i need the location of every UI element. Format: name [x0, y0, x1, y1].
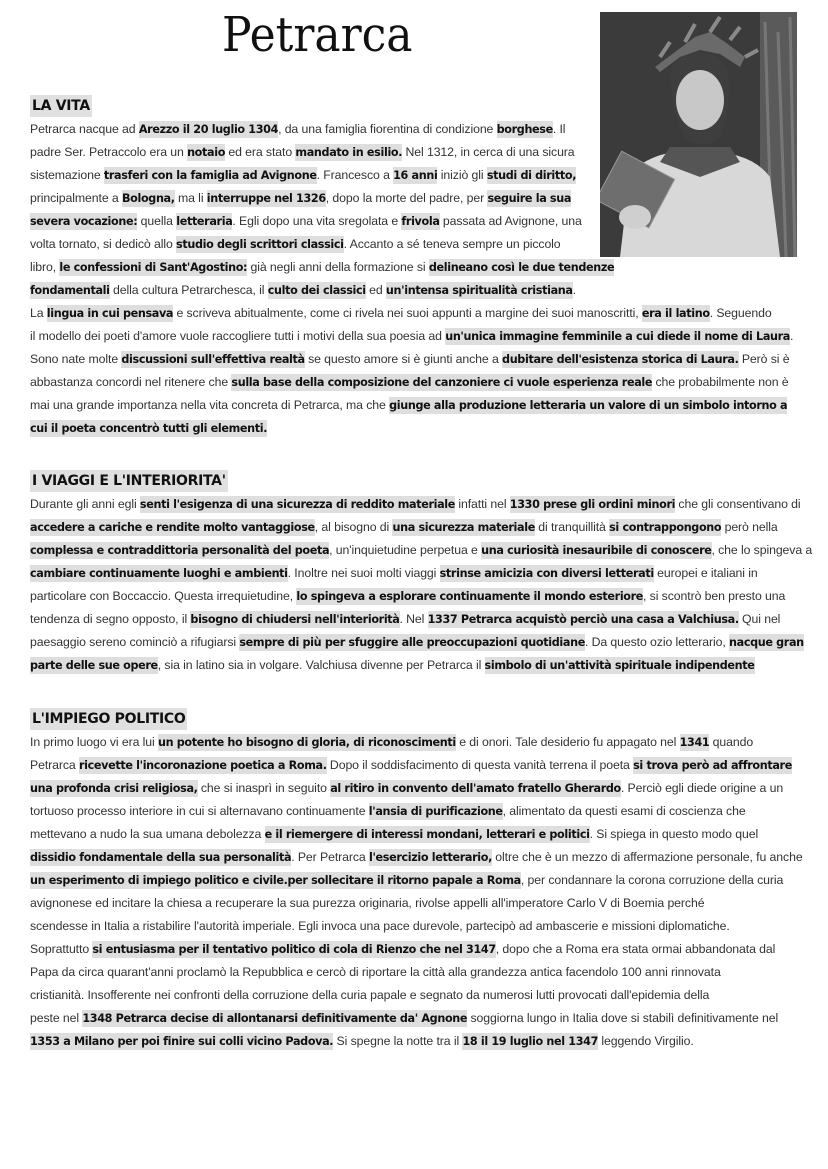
- highlighted-phrase: le confessioni di Sant'Agostino:: [59, 261, 248, 274]
- body-text: abbastanza concordi nel ritenere che: [30, 375, 232, 389]
- body-text: iniziò gli: [437, 168, 487, 182]
- body-text: , si scontrò ben presto una: [643, 589, 786, 603]
- body-text: , un'inquietudine perpetua e: [329, 543, 482, 557]
- text-line: [30, 493, 812, 516]
- highlighted-phrase: Bologna,: [121, 192, 175, 205]
- highlighted-phrase: bisogno di chiudersi nell'interiorità: [190, 613, 400, 626]
- highlighted-phrase: era il latino: [641, 307, 710, 320]
- highlighted-phrase: severa vocazione:: [30, 215, 138, 228]
- text-line: [30, 302, 793, 325]
- body-text: peste nel: [30, 1011, 83, 1025]
- highlighted-phrase: seguire la sua: [487, 192, 572, 205]
- body-text: volta tornato, si dedicò allo: [30, 237, 177, 251]
- text-line: [30, 585, 812, 608]
- text-line: [30, 539, 812, 562]
- body-text: , dopo la morte del padre, per: [325, 191, 488, 205]
- body-text: il modello dei poeti d'amore vuole raccogliere tutti i motivi della sua poesia ad: [30, 329, 446, 343]
- body-text: mettevano a nudo la sua umana debolezza: [30, 827, 265, 841]
- highlighted-phrase: discussioni sull'effettiva realtà: [121, 353, 305, 366]
- section-body-la-vita: [30, 118, 793, 440]
- text-line: [30, 371, 793, 394]
- text-line: [30, 516, 812, 539]
- text-line: [30, 562, 812, 585]
- body-text: soggiorna lungo in Italia dove si stabilì definitivamente nel: [467, 1011, 779, 1025]
- text-line: [30, 608, 812, 631]
- text-line: [30, 325, 793, 348]
- text-line: [30, 417, 793, 440]
- highlighted-phrase: 1330 prese gli ordini minori: [509, 498, 676, 511]
- text-line: [30, 233, 793, 256]
- highlighted-phrase: si entusiasma per il tentativo politico di cola di Rienzo che nel 3147: [92, 943, 496, 956]
- body-text: Petrarca: [30, 758, 79, 772]
- highlighted-phrase: letteraria: [176, 215, 233, 228]
- body-text: della cultura Petrarchesca, il: [109, 283, 268, 297]
- body-text: quella: [137, 214, 177, 228]
- text-line: [30, 892, 803, 915]
- highlighted-phrase: e il riemergere di interessi mondani, letterari e politici: [264, 828, 590, 841]
- document-title: Petrarca: [222, 7, 413, 63]
- body-text: Papa da circa quarant'anni proclamò la Repubblica e cercò di riportare la città alla grandezza antica facendolo 100 anni rinnovata: [30, 965, 721, 979]
- body-text: , da una famiglia fiorentina di condizione: [278, 122, 497, 136]
- highlighted-phrase: strinse amicizia con diversi letterati: [439, 567, 654, 580]
- highlighted-phrase: un esperimento di impiego politico e civile.per sollecitare il ritorno papale a Roma: [30, 874, 521, 887]
- body-text: , sia in latino sia in volgare. Valchiusa divenne per Petrarca il: [157, 658, 485, 672]
- text-line: [30, 869, 803, 892]
- highlighted-phrase: al ritiro in convento dell'amato fratello Gherardo: [330, 782, 621, 795]
- body-text: che gli consentivano di: [675, 497, 801, 511]
- text-line: [30, 141, 793, 164]
- body-text: Qui nel: [738, 612, 781, 626]
- body-text: , al bisogno di: [314, 520, 393, 534]
- body-text: leggendo Virgilio.: [598, 1034, 694, 1048]
- text-line: [30, 1007, 803, 1030]
- text-line: [30, 754, 803, 777]
- highlighted-phrase: delineano così le due tendenze: [428, 261, 615, 274]
- body-text: particolare con Boccaccio. Questa irrequietudine,: [30, 589, 297, 603]
- body-text: e scriveva abitualmente, come ci rivela nei suoi appunti a margine dei suoi manoscritti,: [173, 306, 642, 320]
- body-text: . Da questo ozio letterario,: [584, 635, 729, 649]
- highlighted-phrase: 1348 Petrarca decise di allontanarsi definitivamente da' Agnone: [82, 1012, 468, 1025]
- body-text: . Perciò egli diede origine a un: [620, 781, 784, 795]
- text-line: [30, 984, 803, 1007]
- highlighted-phrase: dubitare dell'esistenza storica di Laura.: [502, 353, 739, 366]
- body-text: Petrarca nacque ad: [30, 122, 139, 136]
- highlighted-phrase: complessa e contraddittoria personalità del poeta: [30, 544, 330, 557]
- highlighted-phrase: mandato in esilio.: [295, 146, 403, 159]
- text-line: [30, 256, 793, 279]
- body-text: . Il: [552, 122, 566, 136]
- text-line: [30, 938, 803, 961]
- text-line: [30, 800, 803, 823]
- body-text: tortuoso processo interiore in cui si alternavano continuamente: [30, 804, 369, 818]
- body-text: . Inoltre nei suoi molti viaggi: [287, 566, 440, 580]
- body-text: Dopo il soddisfacimento di questa vanità terrena il poeta: [326, 758, 634, 772]
- body-text: libro,: [30, 260, 60, 274]
- highlighted-phrase: borghese: [496, 123, 553, 136]
- highlighted-phrase: senti l'esigenza di una sicurezza di reddito materiale: [139, 498, 456, 511]
- body-text: se questo amore si è giunti anche a: [304, 352, 503, 366]
- body-text: però nella: [721, 520, 778, 534]
- highlighted-phrase: interruppe nel 1326: [206, 192, 326, 205]
- body-text: . Nel: [399, 612, 428, 626]
- highlighted-phrase: cui il poeta concentrò tutti gli elementi.: [30, 422, 268, 435]
- highlighted-phrase: cambiare continuamente luoghi e ambienti: [30, 567, 288, 580]
- text-line: [30, 823, 803, 846]
- highlighted-phrase: l'esercizio letterario,: [368, 851, 492, 864]
- text-line: [30, 394, 793, 417]
- body-text: .: [572, 283, 576, 297]
- body-text: .: [790, 329, 794, 343]
- text-line: [30, 279, 793, 302]
- body-text: mai una grande importanza nella vita concreta di Petrarca, ma che: [30, 398, 390, 412]
- text-line: [30, 210, 793, 233]
- text-line: [30, 915, 803, 938]
- body-text: passata ad Avignone, una: [439, 214, 582, 228]
- section-heading-i-viaggi: I VIAGGI E L'INTERIORITA': [30, 470, 228, 492]
- body-text: Sono nate molte: [30, 352, 122, 366]
- highlighted-phrase: sempre di più per sfuggire alle preoccupazioni quotidiane: [239, 636, 585, 649]
- highlighted-phrase: una sicurezza materiale: [392, 521, 535, 534]
- body-text: . Francesco a: [316, 168, 394, 182]
- body-text: scendesse in Italia a ristabilire l'autorità imperiale. Egli invoca una pace durevole, partecipò ad ambascerie e missioni diplomatiche.: [30, 919, 730, 933]
- highlighted-phrase: studio degli scrittori classici: [176, 238, 344, 251]
- body-text: La: [30, 306, 47, 320]
- highlighted-phrase: simbolo di un'attività spirituale indipendente: [484, 659, 755, 672]
- body-text: già negli anni della formazione si: [247, 260, 429, 274]
- body-text: . Egli dopo una vita sregolata e: [232, 214, 402, 228]
- body-text: Durante gli anni egli: [30, 497, 140, 511]
- body-text: ed era stato: [225, 145, 296, 159]
- body-text: avignonese ed incitare la chiesa a recuperare la sua purezza originaria, rivolse appelli all'imperatore Carlo V di Boemia perché: [30, 896, 705, 910]
- section-heading-la-vita: LA VITA: [30, 95, 92, 117]
- body-text: ed: [365, 283, 386, 297]
- body-text: che si inasprì in seguito: [197, 781, 331, 795]
- highlighted-phrase: notaio: [187, 146, 226, 159]
- text-line: [30, 961, 803, 984]
- section-body-impiego-politico: [30, 731, 803, 1053]
- body-text: Nel 1312, in cerca di una sicura: [402, 145, 575, 159]
- body-text: padre Ser. Petraccolo era un: [30, 145, 188, 159]
- highlighted-phrase: 16 anni: [393, 169, 438, 182]
- body-text: di tranquillità: [534, 520, 610, 534]
- highlighted-phrase: accedere a cariche e rendite molto vantaggiose: [30, 521, 315, 534]
- text-line: [30, 846, 803, 869]
- highlighted-phrase: un'unica immagine femminile a cui diede il nome di Laura: [445, 330, 791, 343]
- body-text: , per condannare la corona corruzione della curia: [520, 873, 784, 887]
- highlighted-phrase: l'ansia di purificazione: [368, 805, 503, 818]
- body-text: sistemazione: [30, 168, 104, 182]
- body-text: tendenza di segno opposto, il: [30, 612, 191, 626]
- text-line: [30, 187, 793, 210]
- text-line: [30, 631, 812, 654]
- body-text: , che lo spingeva a: [711, 543, 813, 557]
- body-text: principalmente a: [30, 191, 122, 205]
- body-text: In primo luogo vi era lui: [30, 735, 158, 749]
- text-line: [30, 348, 793, 371]
- body-text: e di onori. Tale desiderio fu appagato nel: [455, 735, 680, 749]
- highlighted-phrase: fondamentali: [30, 284, 110, 297]
- body-text: ma li: [174, 191, 207, 205]
- body-text: . Si spiega in questo modo quel: [589, 827, 759, 841]
- body-text: Però si è: [738, 352, 790, 366]
- highlighted-phrase: culto dei classici: [267, 284, 366, 297]
- highlighted-phrase: si contrappongono: [609, 521, 722, 534]
- body-text: quando: [709, 735, 754, 749]
- body-text: che probabilmente non è: [652, 375, 789, 389]
- highlighted-phrase: dissidio fondamentale della sua personalità: [30, 851, 292, 864]
- body-text: europei e italiani in: [653, 566, 758, 580]
- highlighted-phrase: 1337 Petrarca acquistò perciò una casa a Valchiusa.: [427, 613, 739, 626]
- highlighted-phrase: un potente ho bisogno di gloria, di riconoscimenti: [157, 736, 456, 749]
- highlighted-phrase: giunge alla produzione letteraria un valore di un simbolo intorno a: [389, 399, 788, 412]
- highlighted-phrase: una curiosità inesauribile di conoscere: [481, 544, 712, 557]
- text-line: [30, 731, 803, 754]
- highlighted-phrase: un'intensa spiritualità cristiana: [385, 284, 573, 297]
- body-text: . Seguendo: [709, 306, 772, 320]
- body-text: . Accanto a sé teneva sempre un piccolo: [343, 237, 561, 251]
- highlighted-phrase: si trova però ad affrontare: [633, 759, 792, 772]
- body-text: cristianità. Insofferente nei confronti della corruzione della curia papale e segnato da numerosi lutti provocati dall'epidemia della: [30, 988, 710, 1002]
- body-text: oltre che è un mezzo di affermazione personale, fu anche: [491, 850, 803, 864]
- body-text: infatti nel: [455, 497, 510, 511]
- body-text: Soprattutto: [30, 942, 93, 956]
- highlighted-phrase: 18 il 19 luglio nel 1347: [462, 1035, 599, 1048]
- text-line: [30, 654, 812, 677]
- highlighted-phrase: Arezzo il 20 luglio 1304: [138, 123, 279, 136]
- body-text: , alimentato da questi esami di coscienza che: [502, 804, 746, 818]
- text-line: [30, 164, 793, 187]
- highlighted-phrase: 1353 a Milano per poi finire sui colli vicino Padova.: [30, 1035, 334, 1048]
- highlighted-phrase: 1341: [679, 736, 710, 749]
- body-text: paesaggio sereno cominciò a rifugiarsi: [30, 635, 240, 649]
- highlighted-phrase: sulla base della composizione del canzoniere ci vuole esperienza reale: [231, 376, 653, 389]
- body-text: , dopo che a Roma era stata ormai abbandonata dal: [495, 942, 776, 956]
- text-line: [30, 1030, 803, 1053]
- section-body-i-viaggi: [30, 493, 812, 677]
- highlighted-phrase: frivola: [401, 215, 440, 228]
- highlighted-phrase: ricevette l'incoronazione poetica a Roma.: [79, 759, 327, 772]
- highlighted-phrase: lo spingeva a esplorare continuamente il mondo esteriore: [296, 590, 644, 603]
- text-line: [30, 118, 793, 141]
- highlighted-phrase: una profonda crisi religiosa,: [30, 782, 198, 795]
- body-text: Si spegne la notte tra il: [333, 1034, 463, 1048]
- text-line: [30, 777, 803, 800]
- section-heading-impiego-politico: L'IMPIEGO POLITICO: [30, 708, 187, 730]
- highlighted-phrase: studi di diritto,: [486, 169, 577, 182]
- highlighted-phrase: lingua in cui pensava: [46, 307, 174, 320]
- highlighted-phrase: trasferi con la famiglia ad Avignone: [103, 169, 317, 182]
- highlighted-phrase: nacque gran: [729, 636, 804, 649]
- highlighted-phrase: parte delle sue opere: [30, 659, 158, 672]
- body-text: . Per Petrarca: [291, 850, 369, 864]
